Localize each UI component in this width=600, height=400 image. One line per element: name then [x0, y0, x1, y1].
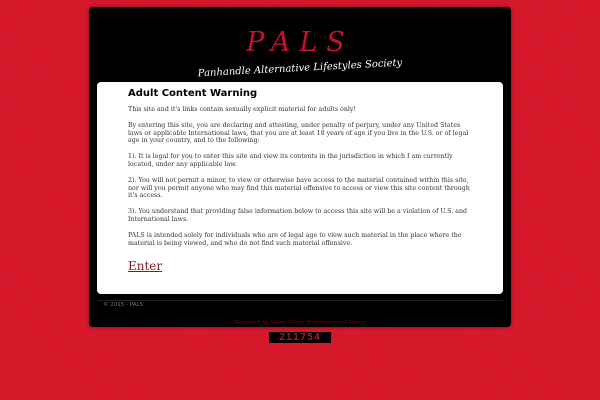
warning-paragraph: 3). You understand that providing false information below to access this site will be a violation of U.S. and International laws. — [128, 208, 468, 223]
site-frame — [89, 7, 511, 327]
hit-counter: 211754 — [269, 332, 331, 343]
site-logo-subtitle: Panhandle Alternative Lifestyles Society — [197, 57, 403, 80]
warning-paragraph: By entering this site, you are declaring and attesting, under penalty of perjury, under any United States laws or applicable International laws, that you are at least 18 years of age if you live in the U.S. or of legal age in your country, and to the following: — [128, 121, 469, 145]
copyright-text: © 2015 - PALS — [103, 302, 144, 308]
warning-paragraph: 2). You will not permit a minor, to view or otherwise have access to the material contained within this site, nor will you permit anyone who may find this material offensive to access or view this site content through it's access. — [128, 176, 470, 200]
footer-divider — [97, 300, 503, 301]
enter-link[interactable]: Enter — [128, 259, 163, 274]
warning-paragraph: This site and it's links contain sexually explicit material for adults only! — [128, 106, 357, 113]
warning-paragraph: 1). It is legal for you to enter this site and view its contents in the jurisdiction in which I am currently located, under any applicable law. — [128, 153, 453, 168]
page-title: Adult Content Warning — [128, 88, 258, 99]
content-panel — [97, 82, 503, 294]
designer-credit: Designed by Silver Ghost Entertainment Group — [233, 320, 367, 326]
site-logo-title: PALS — [246, 27, 354, 58]
warning-paragraph: PALS is intended solely for individuals who are of legal age to view such material in the place where the material is being viewed, and who do not find such material offensive. — [128, 231, 462, 247]
